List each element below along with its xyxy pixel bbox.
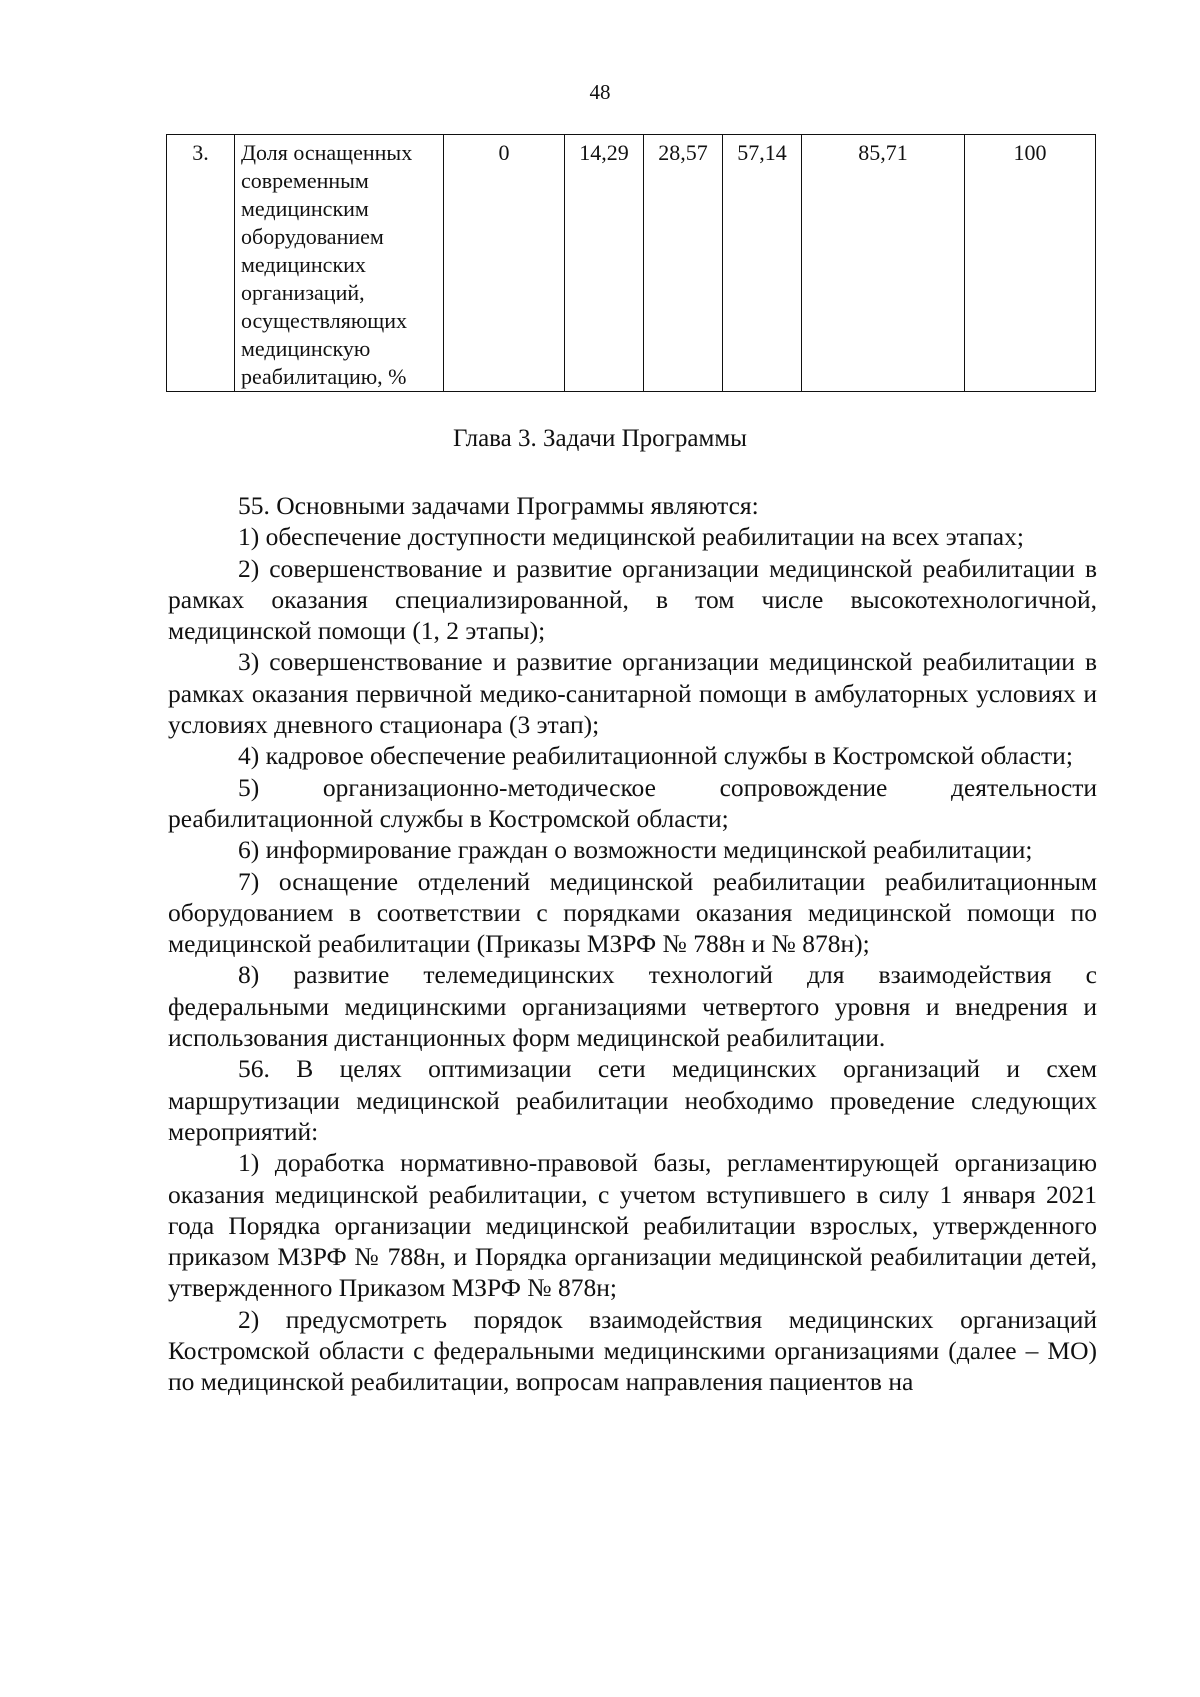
indicator-name-line: оборудованием bbox=[241, 224, 384, 249]
value-cell-1: 0 bbox=[444, 135, 565, 392]
indicator-name-line: медицинским bbox=[241, 196, 369, 221]
indicator-name-line: медицинских bbox=[241, 252, 366, 277]
paragraph-55-item-6: 6) информирование граждан о возможности медицинской реабилитации; bbox=[238, 835, 1033, 865]
paragraph-55-item-1: 1) обеспечение доступности медицинской реабилитации на всех этапах; bbox=[238, 522, 1024, 552]
value-cell-2: 14,29 bbox=[565, 135, 644, 392]
body-text bbox=[168, 490, 1097, 1398]
paragraph-55-item-5: 5) организационно-методическое сопровождение деятельности реабилитационной службы в Костромской области; bbox=[168, 772, 1097, 833]
value-cell-5: 85,71 bbox=[802, 135, 965, 392]
paragraph-55-intro: 55. Основными задачами Программы являются: bbox=[238, 491, 759, 520]
paragraph-55-item-7: 7) оснащение отделений медицинской реабилитации реабилитационным оборудованием в соответствии с порядками оказания медицинской помощи по медицинской реабилитации (Приказы МЗРФ № 788н и № 878н); bbox=[168, 866, 1097, 959]
indicator-name-line: медицинскую bbox=[241, 336, 371, 361]
indicator-name-line: реабилитацию, % bbox=[241, 364, 407, 389]
indicator-name-line bbox=[241, 139, 437, 167]
paragraph-56-intro: 56. В целях оптимизации сети медицинских организаций и схем маршрутизации медицинской реабилитации необходимо проведение следующих мероприятий: bbox=[168, 1054, 1097, 1146]
value-cell-3: 28,57 bbox=[644, 135, 723, 392]
value-cell-4: 57,14 bbox=[723, 135, 802, 392]
table-row bbox=[167, 135, 1096, 392]
value-cell-6: 100 bbox=[965, 135, 1096, 392]
paragraph-55-item-2: 2) совершенствование и развитие организации медицинской реабилитации в рамках оказания специализированной, в том числе высокотехнологичной, медицинской помощи (1, 2 этапы); bbox=[168, 553, 1097, 646]
page-number: 48 bbox=[589, 80, 611, 104]
indicator-name-word: Доля оснащенных bbox=[241, 140, 413, 165]
paragraph-55-item-3: 3) совершенствование и развитие организации медицинской реабилитации в рамках оказания первичной медико-санитарной помощи в амбулаторных условиях и условиях дневного стационара (3 этап); bbox=[168, 647, 1097, 740]
paragraph-56-item-1: 1) доработка нормативно-правовой базы, регламентирующей организацию оказания медицинской реабилитации, с учетом вступившего в силу 1 января 2021 года Порядка организации медицинской реабилитации взрослых, утвержденного приказом МЗРФ № 788н, и Порядка организации медицинской реабилитации детей, утвержденного Приказом МЗРФ № 878н; bbox=[168, 1148, 1097, 1303]
indicator-name-line: современным bbox=[241, 168, 369, 193]
indicator-name-cell bbox=[235, 135, 444, 392]
indicator-name-line: организаций, bbox=[241, 280, 365, 305]
indicator-table bbox=[166, 134, 1096, 392]
row-number-cell: 3. bbox=[167, 135, 235, 392]
paragraph-55-item-8: 8) развитие телемедицинских технологий для взаимодействия с федеральными медицинскими организациями четвертого уровня и внедрения и использования дистанционных форм медицинской реабилитации. bbox=[168, 960, 1097, 1053]
paragraph-55-item-4: 4) кадровое обеспечение реабилитационной службы в Костромской области; bbox=[238, 741, 1073, 771]
paragraph-56-item-2: 2) предусмотреть порядок взаимодействия медицинских организаций Костромской области с федеральными медицинскими организациями (далее – МО) по медицинской реабилитации, вопросам направления пациентов на bbox=[168, 1304, 1097, 1397]
indicator-name-line: осуществляющих bbox=[241, 308, 407, 333]
chapter-title: Глава 3. Задачи Программы bbox=[453, 425, 747, 452]
